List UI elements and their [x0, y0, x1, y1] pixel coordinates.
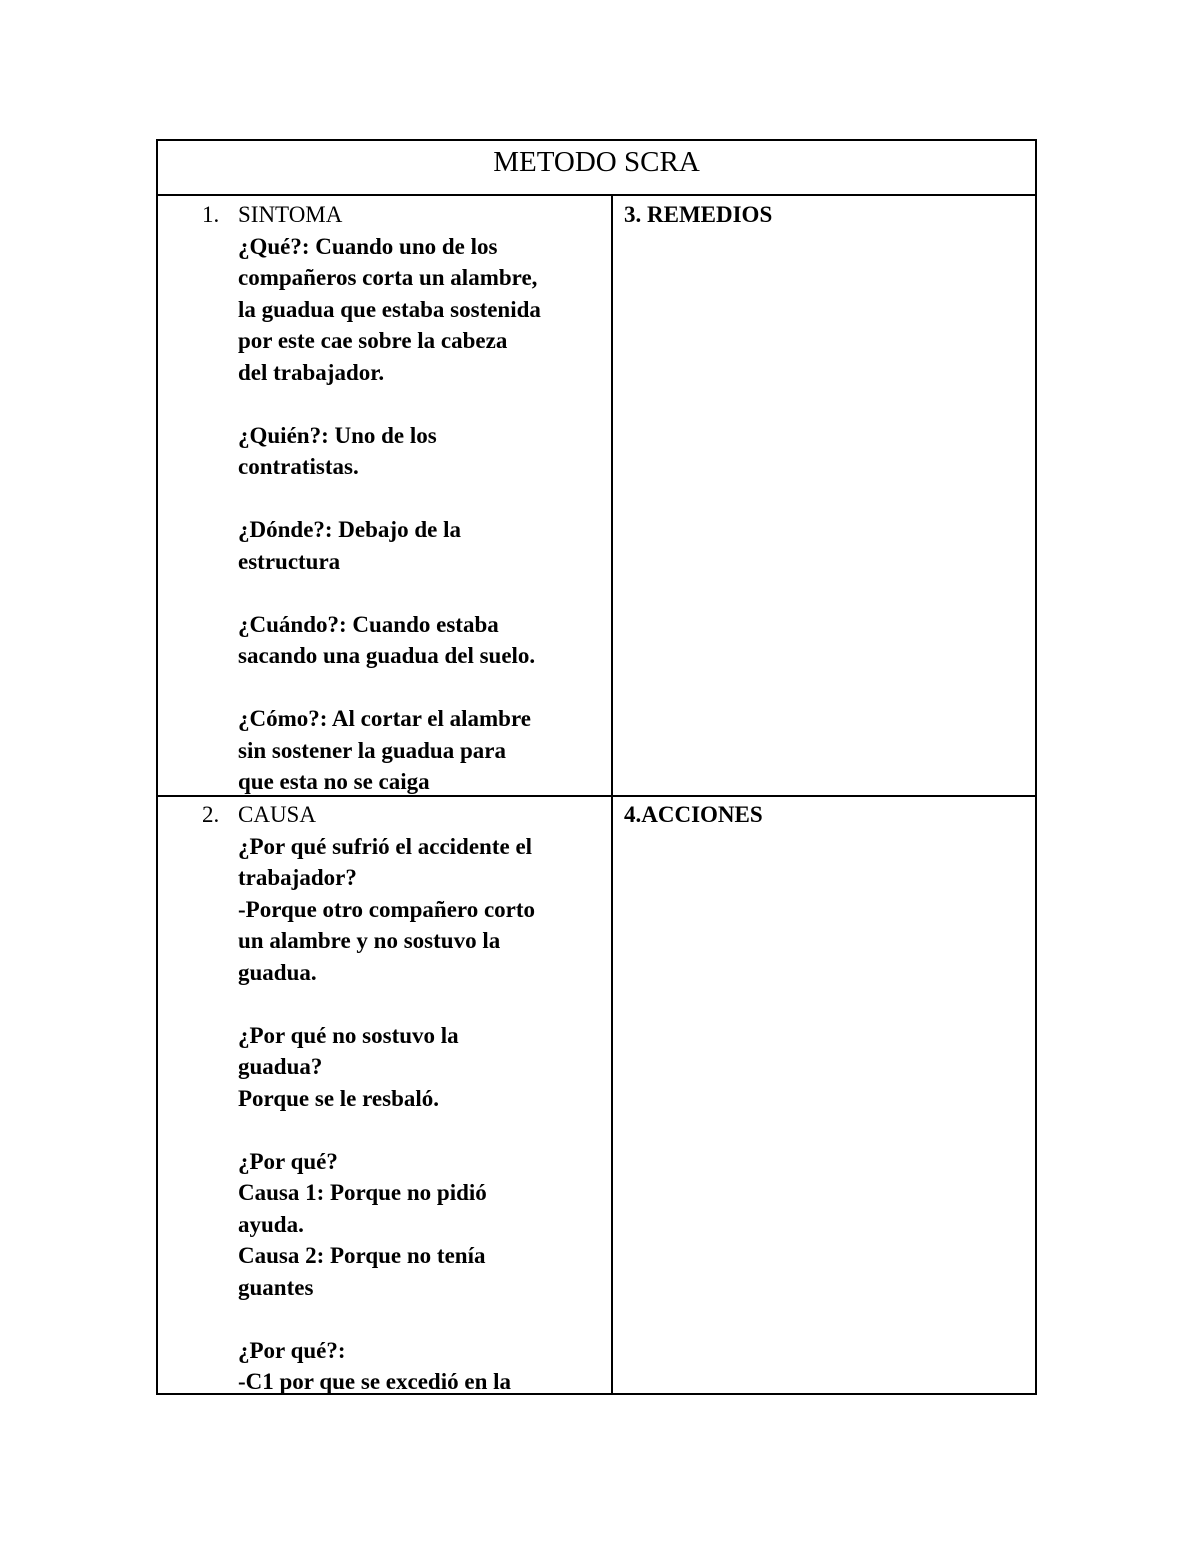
sintoma-body [238, 199, 608, 795]
spacer [238, 672, 608, 704]
sintoma-donde-line: ¿Dónde?: Debajo de la [238, 517, 461, 542]
sintoma-cuando-line: sacando una guadua del suelo. [238, 643, 536, 668]
causa-q1-line: un alambre y no sostuvo la [238, 928, 501, 953]
sintoma-como-line: ¿Cómo?: Al cortar el alambre [238, 706, 531, 731]
sintoma-como-line: sin sostener la guadua para [238, 737, 506, 763]
causa-q4-line: ¿Por qué?: [238, 1337, 346, 1363]
sintoma-como-line: que esta no se caiga [238, 769, 430, 794]
spacer [238, 988, 608, 1020]
row-divider [158, 795, 1035, 797]
sintoma-quien-line: ¿Quién?: Uno de los [238, 422, 437, 448]
remedios-heading: 3. REMEDIOS [624, 202, 773, 227]
causa-q3-line: Causa 2: Porque no tenía [238, 1243, 486, 1268]
causa-q3-line: Causa 1: Porque no pidió [238, 1180, 487, 1205]
causa-q1-line: guadua. [238, 959, 317, 985]
sintoma-cell [158, 199, 611, 795]
remedios-cell [624, 199, 1024, 795]
scra-table [156, 139, 1037, 1395]
sintoma-que-line: por este cae sobre la cabeza [238, 328, 508, 353]
spacer [238, 1114, 608, 1146]
causa-q3-line: ayuda. [238, 1211, 304, 1237]
causa-q2-line: guadua? [238, 1054, 323, 1079]
sintoma-que-line: del trabajador. [238, 359, 385, 385]
causa-q1-line: -Porque otro compañero corto [238, 896, 536, 922]
sintoma-quien-line: contratistas. [238, 454, 359, 479]
causa-cell [158, 799, 611, 1393]
sintoma-cuando-line: ¿Cuándo?: Cuando estaba [238, 611, 499, 637]
acciones-cell [624, 799, 1024, 1393]
spacer [238, 577, 608, 609]
sintoma-donde-line: estructura [238, 548, 341, 574]
spacer [238, 483, 608, 515]
sintoma-que-line: compañeros corta un alambre, [238, 265, 538, 290]
sintoma-number: 1. [202, 202, 220, 227]
causa-q4-line: -C1 por que se excedió en la [238, 1369, 512, 1393]
causa-q2-line: Porque se le resbaló. [238, 1085, 440, 1111]
causa-heading: CAUSA [238, 802, 316, 827]
causa-q1-line: ¿Por qué sufrió el accidente el [238, 833, 533, 859]
table-title: METODO SCRA [158, 141, 1035, 196]
causa-q1-line: trabajador? [238, 865, 357, 890]
spacer [238, 388, 608, 420]
causa-body [238, 799, 608, 1393]
sintoma-que-line: la guadua que estaba sostenida [238, 296, 541, 322]
causa-q2-line: ¿Por qué no sostuvo la [238, 1022, 459, 1048]
causa-q3-line: guantes [238, 1274, 314, 1300]
causa-number: 2. [202, 802, 220, 827]
acciones-heading: 4.ACCIONES [624, 802, 763, 827]
causa-q3-line: ¿Por qué? [238, 1148, 338, 1174]
sintoma-que-line: ¿Qué?: Cuando uno de los [238, 233, 498, 259]
sintoma-heading: SINTOMA [238, 202, 343, 227]
spacer [238, 1303, 608, 1335]
